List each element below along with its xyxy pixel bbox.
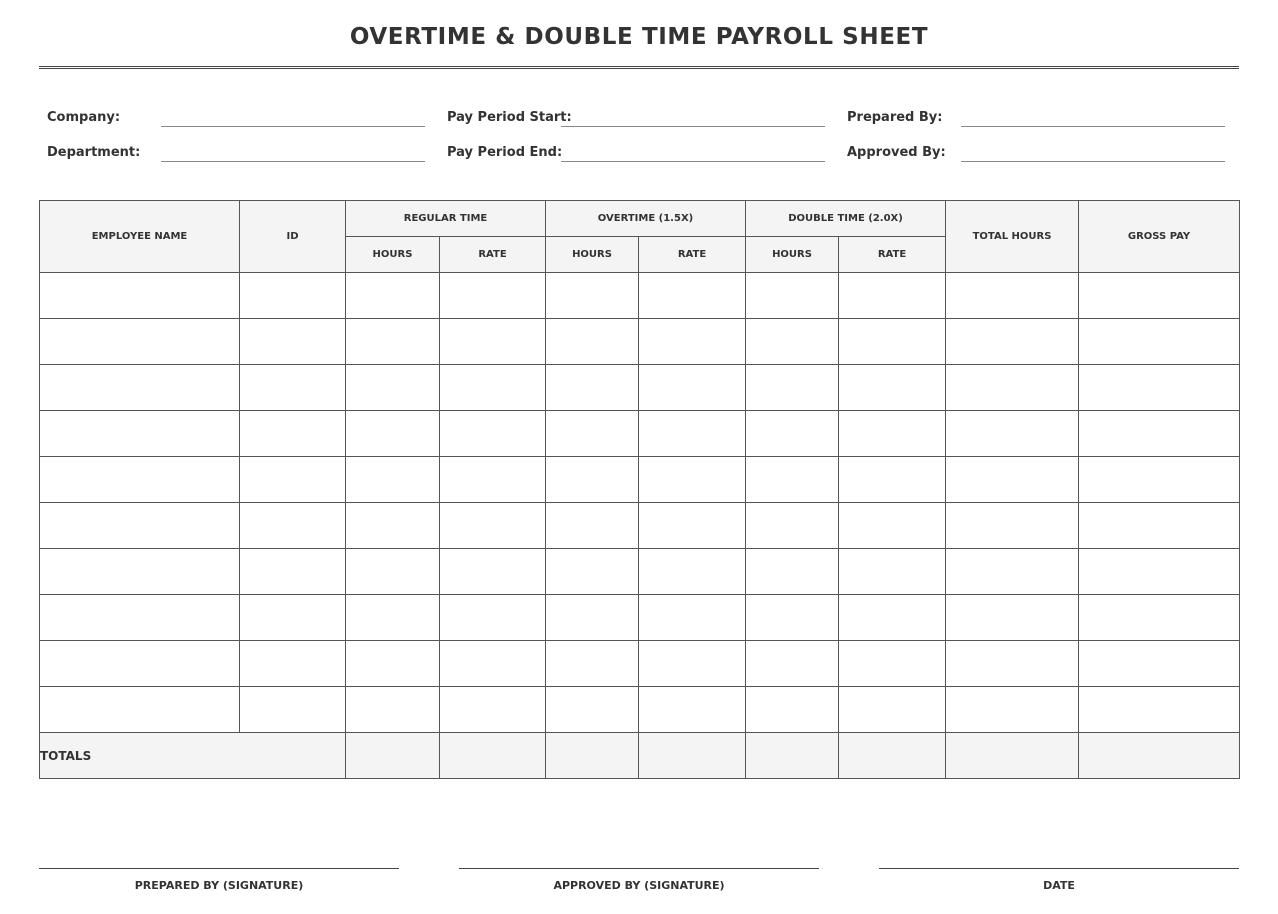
gross-pay-cell[interactable] <box>1079 687 1240 733</box>
employee-name-cell[interactable] <box>40 273 240 319</box>
employee-name-cell[interactable] <box>40 687 240 733</box>
double-time-rate-cell[interactable] <box>839 687 946 733</box>
double-time-rate-cell[interactable] <box>839 503 946 549</box>
totals-regular-hours-cell[interactable] <box>346 733 440 779</box>
table-row <box>40 273 1240 319</box>
table-row <box>40 549 1240 595</box>
overtime-rate-header: RATE <box>639 237 746 273</box>
totals-label: TOTALS <box>40 733 346 779</box>
regular-hours-cell[interactable] <box>346 595 440 641</box>
payroll-table <box>39 200 1240 779</box>
overtime-rate-cell[interactable] <box>639 273 746 319</box>
table-row <box>40 411 1240 457</box>
regular-hours-cell[interactable] <box>346 641 440 687</box>
overtime-rate-cell[interactable] <box>639 365 746 411</box>
double-time-rate-cell[interactable] <box>839 641 946 687</box>
company-label: Company: <box>47 110 121 125</box>
overtime-hours-cell[interactable] <box>546 319 639 365</box>
double-time-header: DOUBLE TIME (2.0X) <box>746 201 946 237</box>
gross-pay-cell[interactable] <box>1079 411 1240 457</box>
double-time-hours-cell[interactable] <box>746 319 839 365</box>
table-header-row <box>40 201 1240 237</box>
id-cell[interactable] <box>240 687 346 733</box>
prepared-by-label: Prepared By: <box>847 110 943 125</box>
id-cell[interactable] <box>240 503 346 549</box>
double-time-hours-cell[interactable] <box>746 457 839 503</box>
overtime-hours-cell[interactable] <box>546 411 639 457</box>
id-cell[interactable] <box>240 273 346 319</box>
overtime-hours-cell[interactable] <box>546 457 639 503</box>
id-cell[interactable] <box>240 595 346 641</box>
approved-by-label: Approved By: <box>847 145 946 160</box>
double-time-rate-cell[interactable] <box>839 549 946 595</box>
overtime-rate-cell[interactable] <box>639 687 746 733</box>
double-time-rate-cell[interactable] <box>839 319 946 365</box>
regular-hours-cell[interactable] <box>346 687 440 733</box>
prepared-by-field[interactable] <box>961 126 1225 127</box>
prepared-signature-line[interactable] <box>39 868 399 869</box>
id-cell[interactable] <box>240 365 346 411</box>
double-time-rate-cell[interactable] <box>839 457 946 503</box>
regular-rate-cell[interactable] <box>440 365 546 411</box>
overtime-hours-cell[interactable] <box>546 503 639 549</box>
total-hours-cell[interactable] <box>946 549 1079 595</box>
regular-rate-cell[interactable] <box>440 411 546 457</box>
regular-hours-cell[interactable] <box>346 319 440 365</box>
employee-name-cell[interactable] <box>40 457 240 503</box>
gross-pay-cell[interactable] <box>1079 365 1240 411</box>
date-signature-label: DATE <box>1043 879 1075 892</box>
regular-rate-cell[interactable] <box>440 503 546 549</box>
totals-overtime-hours-cell[interactable] <box>546 733 639 779</box>
overtime-hours-cell[interactable] <box>546 365 639 411</box>
regular-hours-cell[interactable] <box>346 503 440 549</box>
prepared-signature-label: PREPARED BY (SIGNATURE) <box>134 879 304 892</box>
totals-gross-pay-cell[interactable] <box>1079 733 1240 779</box>
employee-name-cell[interactable] <box>40 641 240 687</box>
double-time-rate-cell[interactable] <box>839 273 946 319</box>
regular-hours-cell[interactable] <box>346 411 440 457</box>
employee-name-cell[interactable] <box>40 503 240 549</box>
table-row <box>40 641 1240 687</box>
id-cell[interactable] <box>240 411 346 457</box>
employee-name-cell[interactable] <box>40 549 240 595</box>
totals-total-hours-cell[interactable] <box>946 733 1079 779</box>
double-time-hours-cell[interactable] <box>746 503 839 549</box>
id-cell[interactable] <box>240 457 346 503</box>
regular-rate-cell[interactable] <box>440 457 546 503</box>
total-hours-cell[interactable] <box>946 319 1079 365</box>
overtime-hours-cell[interactable] <box>546 687 639 733</box>
overtime-rate-cell[interactable] <box>639 411 746 457</box>
regular-rate-cell[interactable] <box>440 687 546 733</box>
total-hours-cell[interactable] <box>946 457 1079 503</box>
pay-period-end-label: Pay Period End: <box>447 145 563 160</box>
overtime-hours-cell[interactable] <box>546 641 639 687</box>
id-cell[interactable] <box>240 319 346 365</box>
overtime-hours-cell[interactable] <box>546 549 639 595</box>
regular-rate-cell[interactable] <box>440 641 546 687</box>
id-header: ID <box>240 201 346 273</box>
totals-double-time-rate-cell[interactable] <box>839 733 946 779</box>
gross-pay-cell[interactable] <box>1079 319 1240 365</box>
total-hours-header: TOTAL HOURS <box>946 201 1079 273</box>
totals-overtime-rate-cell[interactable] <box>639 733 746 779</box>
approved-signature-label: APPROVED BY (SIGNATURE) <box>553 879 725 892</box>
totals-row <box>40 733 1240 779</box>
double-time-rate-cell[interactable] <box>839 365 946 411</box>
employee-name-cell[interactable] <box>40 411 240 457</box>
regular-rate-cell[interactable] <box>440 273 546 319</box>
total-hours-cell[interactable] <box>946 273 1079 319</box>
regular-hours-cell[interactable] <box>346 273 440 319</box>
totals-double-time-hours-cell[interactable] <box>746 733 839 779</box>
employee-name-cell[interactable] <box>40 319 240 365</box>
regular-hours-cell[interactable] <box>346 365 440 411</box>
pay-period-end-field[interactable] <box>561 161 825 162</box>
gross-pay-cell[interactable] <box>1079 273 1240 319</box>
double-time-rate-header: RATE <box>839 237 946 273</box>
regular-rate-cell[interactable] <box>440 549 546 595</box>
overtime-rate-cell[interactable] <box>639 503 746 549</box>
id-cell[interactable] <box>240 641 346 687</box>
double-time-hours-header: HOURS <box>746 237 839 273</box>
overtime-rate-cell[interactable] <box>639 549 746 595</box>
overtime-rate-cell[interactable] <box>639 595 746 641</box>
sheet-title: OVERTIME & DOUBLE TIME PAYROLL SHEET <box>349 24 929 50</box>
id-cell[interactable] <box>240 549 346 595</box>
employee-name-header: EMPLOYEE NAME <box>40 201 240 273</box>
double-time-hours-cell[interactable] <box>746 273 839 319</box>
double-time-hours-cell[interactable] <box>746 687 839 733</box>
double-time-hours-cell[interactable] <box>746 411 839 457</box>
regular-hours-cell[interactable] <box>346 549 440 595</box>
regular-time-header: REGULAR TIME <box>346 201 546 237</box>
table-row <box>40 503 1240 549</box>
table-row <box>40 319 1240 365</box>
regular-hours-header: HOURS <box>346 237 440 273</box>
total-hours-cell[interactable] <box>946 595 1079 641</box>
table-row <box>40 687 1240 733</box>
gross-pay-cell[interactable] <box>1079 595 1240 641</box>
total-hours-cell[interactable] <box>946 365 1079 411</box>
regular-rate-cell[interactable] <box>440 319 546 365</box>
gross-pay-cell[interactable] <box>1079 457 1240 503</box>
table-row <box>40 595 1240 641</box>
pay-period-start-label: Pay Period Start: <box>447 110 572 125</box>
double-time-hours-cell[interactable] <box>746 365 839 411</box>
gross-pay-header: GROSS PAY <box>1079 201 1240 273</box>
regular-rate-header: RATE <box>440 237 546 273</box>
double-time-rate-cell[interactable] <box>839 411 946 457</box>
department-label: Department: <box>47 145 141 160</box>
table-row <box>40 365 1240 411</box>
overtime-hours-cell[interactable] <box>546 595 639 641</box>
gross-pay-cell[interactable] <box>1079 641 1240 687</box>
double-time-hours-cell[interactable] <box>746 595 839 641</box>
double-time-rate-cell[interactable] <box>839 595 946 641</box>
regular-rate-cell[interactable] <box>440 595 546 641</box>
gross-pay-cell[interactable] <box>1079 549 1240 595</box>
department-field[interactable] <box>161 161 425 162</box>
pay-period-start-field[interactable] <box>561 126 825 127</box>
regular-hours-cell[interactable] <box>346 457 440 503</box>
overtime-header: OVERTIME (1.5X) <box>546 201 746 237</box>
date-signature-line[interactable] <box>879 868 1239 869</box>
double-time-hours-cell[interactable] <box>746 549 839 595</box>
totals-regular-rate-cell[interactable] <box>440 733 546 779</box>
table-body <box>40 273 1240 779</box>
overtime-rate-cell[interactable] <box>639 457 746 503</box>
employee-name-cell[interactable] <box>40 595 240 641</box>
approved-signature-line[interactable] <box>459 868 819 869</box>
gross-pay-cell[interactable] <box>1079 503 1240 549</box>
table-row <box>40 457 1240 503</box>
company-field[interactable] <box>161 126 425 127</box>
total-hours-cell[interactable] <box>946 687 1079 733</box>
approved-by-field[interactable] <box>961 161 1225 162</box>
overtime-rate-cell[interactable] <box>639 319 746 365</box>
overtime-hours-header: HOURS <box>546 237 639 273</box>
double-time-hours-cell[interactable] <box>746 641 839 687</box>
title-divider <box>39 66 1239 69</box>
employee-name-cell[interactable] <box>40 365 240 411</box>
total-hours-cell[interactable] <box>946 411 1079 457</box>
total-hours-cell[interactable] <box>946 641 1079 687</box>
total-hours-cell[interactable] <box>946 503 1079 549</box>
overtime-hours-cell[interactable] <box>546 273 639 319</box>
overtime-rate-cell[interactable] <box>639 641 746 687</box>
